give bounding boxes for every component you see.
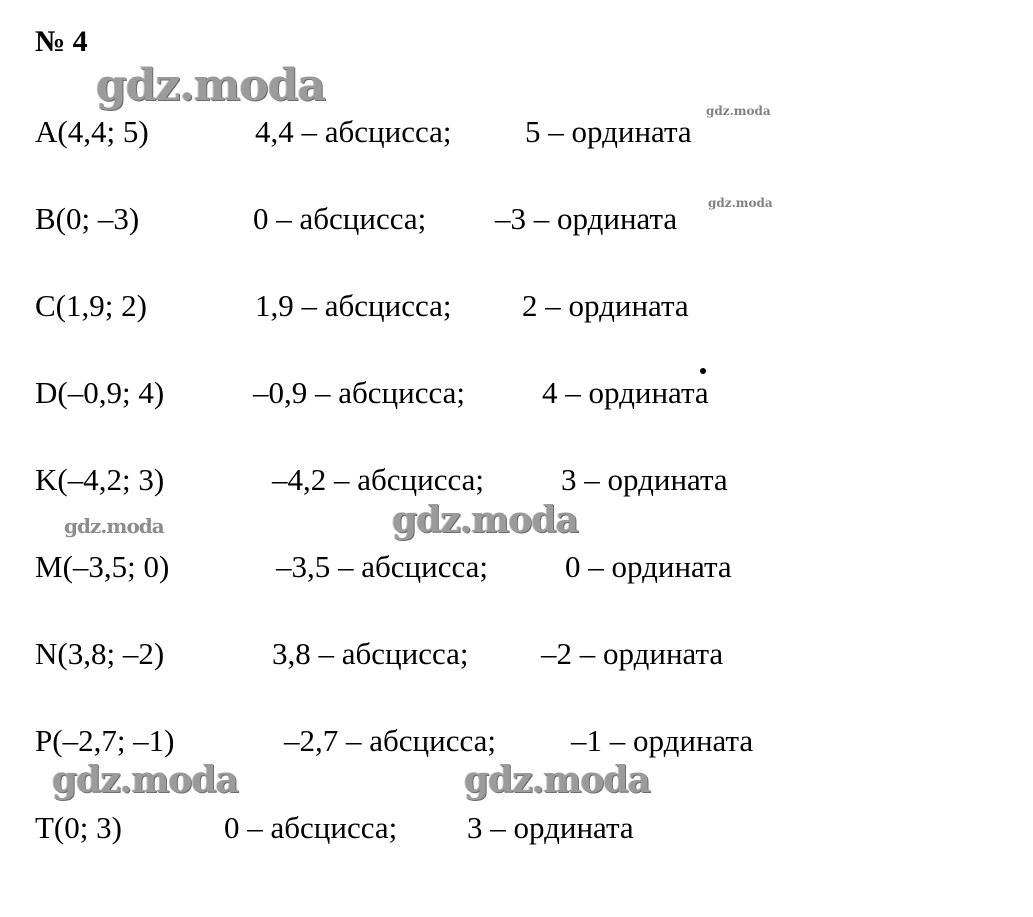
abscissa-text: –0,9 – абсцисса;: [253, 375, 465, 410]
watermark-logo: gdz.moda: [706, 104, 771, 118]
ordinate-text: 2 – ордината: [522, 288, 689, 323]
abscissa-text: 4,4 – абсцисса;: [255, 114, 452, 149]
abscissa-text: –4,2 – абсцисса;: [272, 462, 484, 497]
point-coordinates: T(0; 3): [35, 810, 122, 845]
ordinate-text: 5 – ордината: [525, 114, 692, 149]
answer-row: [0, 373, 1033, 413]
ordinate-text: –1 – ордината: [571, 723, 754, 758]
ordinate-text: 4 – ордината: [542, 375, 709, 410]
point-coordinates: C(1,9; 2): [35, 288, 147, 323]
point-coordinates: P(–2,7; –1): [35, 723, 175, 758]
ordinate-text: 0 – ордината: [565, 549, 732, 584]
answer-row: [0, 721, 1033, 761]
point-coordinates: K(–4,2; 3): [35, 462, 165, 497]
answer-row: [0, 808, 1033, 848]
point-coordinates: D(–0,9; 4): [35, 375, 165, 410]
watermark-logo: gdz.moda: [96, 60, 326, 111]
abscissa-text: 0 – абсцисса;: [224, 810, 398, 845]
answer-row: [0, 199, 1033, 239]
ordinate-text: 3 – ордината: [561, 462, 728, 497]
answer-row: [0, 460, 1033, 500]
answer-row: [0, 112, 1033, 152]
problem-number: № 4: [35, 25, 88, 58]
point-coordinates: N(3,8; –2): [35, 636, 165, 671]
watermark-logo: gdz.moda: [464, 759, 650, 801]
ordinate-text: 3 – ордината: [467, 810, 634, 845]
abscissa-text: 3,8 – абсцисса;: [272, 636, 469, 671]
point-coordinates: B(0; –3): [35, 201, 140, 236]
abscissa-text: 0 – абсцисса;: [253, 201, 427, 236]
answer-row: [0, 547, 1033, 587]
ordinate-text: –2 – ордината: [541, 636, 724, 671]
answer-row: [0, 286, 1033, 326]
watermark-logo: gdz.moda: [392, 499, 578, 541]
point-coordinates: M(–3,5; 0): [35, 549, 170, 584]
point-coordinates: A(4,4; 5): [35, 114, 149, 149]
answer-row: [0, 634, 1033, 674]
abscissa-text: 1,9 – абсцисса;: [255, 288, 452, 323]
watermark-logo: gdz.moda: [708, 196, 773, 210]
watermark-logo: gdz.moda: [64, 514, 164, 538]
abscissa-text: –2,7 – абсцисса;: [284, 723, 496, 758]
watermark-logo: gdz.moda: [52, 759, 238, 801]
abscissa-text: –3,5 – абсцисса;: [276, 549, 488, 584]
ordinate-text: –3 – ордината: [495, 201, 678, 236]
